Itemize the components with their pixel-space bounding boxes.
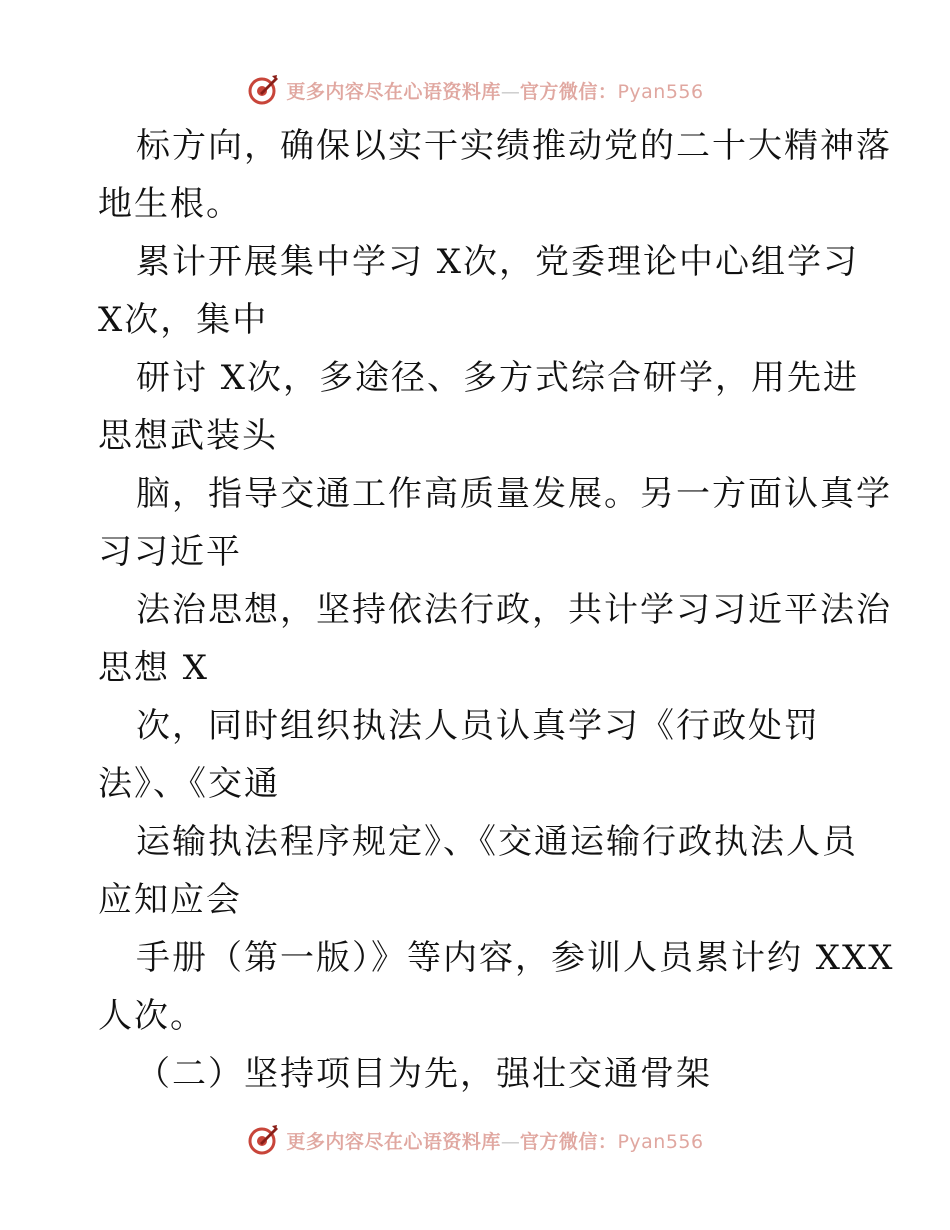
body-line: 脑，指导交通工作高质量发展。另一方面认真学 — [136, 474, 892, 514]
watermark-account-id: Pyan556 — [617, 80, 704, 103]
body-line: X次，集中 — [98, 300, 269, 340]
section-heading: （二）坚持项目为先，强壮交通骨架 — [136, 1054, 712, 1094]
watermark-title: 更多内容尽在心语资料库 — [286, 80, 501, 103]
watermark-logo-icon — [246, 1123, 280, 1157]
body-line: 标方向，确保以实干实绩推动党的二十大精神落 — [136, 126, 892, 166]
watermark-text — [286, 1127, 703, 1154]
body-line: 次，同时组织执法人员认真学习《行政处罚 — [136, 706, 820, 746]
watermark-separator: — — [500, 1130, 520, 1153]
body-line: 法治思想，坚持依法行政，共计学习习近平法治 — [136, 590, 892, 630]
body-line: 手册（第一版）》等内容，参训人员累计约 XXX — [136, 938, 895, 978]
body-line: 思想武装头 — [98, 416, 278, 456]
watermark-account-label: 官方微信： — [519, 1130, 618, 1153]
body-line: 运输执法程序规定》、《交通运输行政执法人员 — [136, 822, 858, 862]
watermark-title: 更多内容尽在心语资料库 — [286, 1130, 501, 1153]
body-line: 习习近平 — [98, 532, 242, 572]
body-line: 思想 X — [98, 648, 210, 688]
watermark-separator: — — [500, 80, 520, 103]
watermark-account-label: 官方微信： — [519, 80, 618, 103]
body-line: 应知应会 — [98, 880, 242, 920]
body-line: 研讨 X次，多途径、多方式综合研学，用先进 — [136, 358, 860, 398]
body-line: 累计开展集中学习 X次，党委理论中心组学习 — [136, 242, 860, 282]
watermark-account-id: Pyan556 — [617, 1130, 704, 1153]
body-line: 地生根。 — [98, 184, 242, 224]
body-line: 人次。 — [98, 996, 206, 1036]
body-line: 法》、《交通 — [98, 764, 280, 804]
watermark-footer — [0, 1120, 950, 1160]
